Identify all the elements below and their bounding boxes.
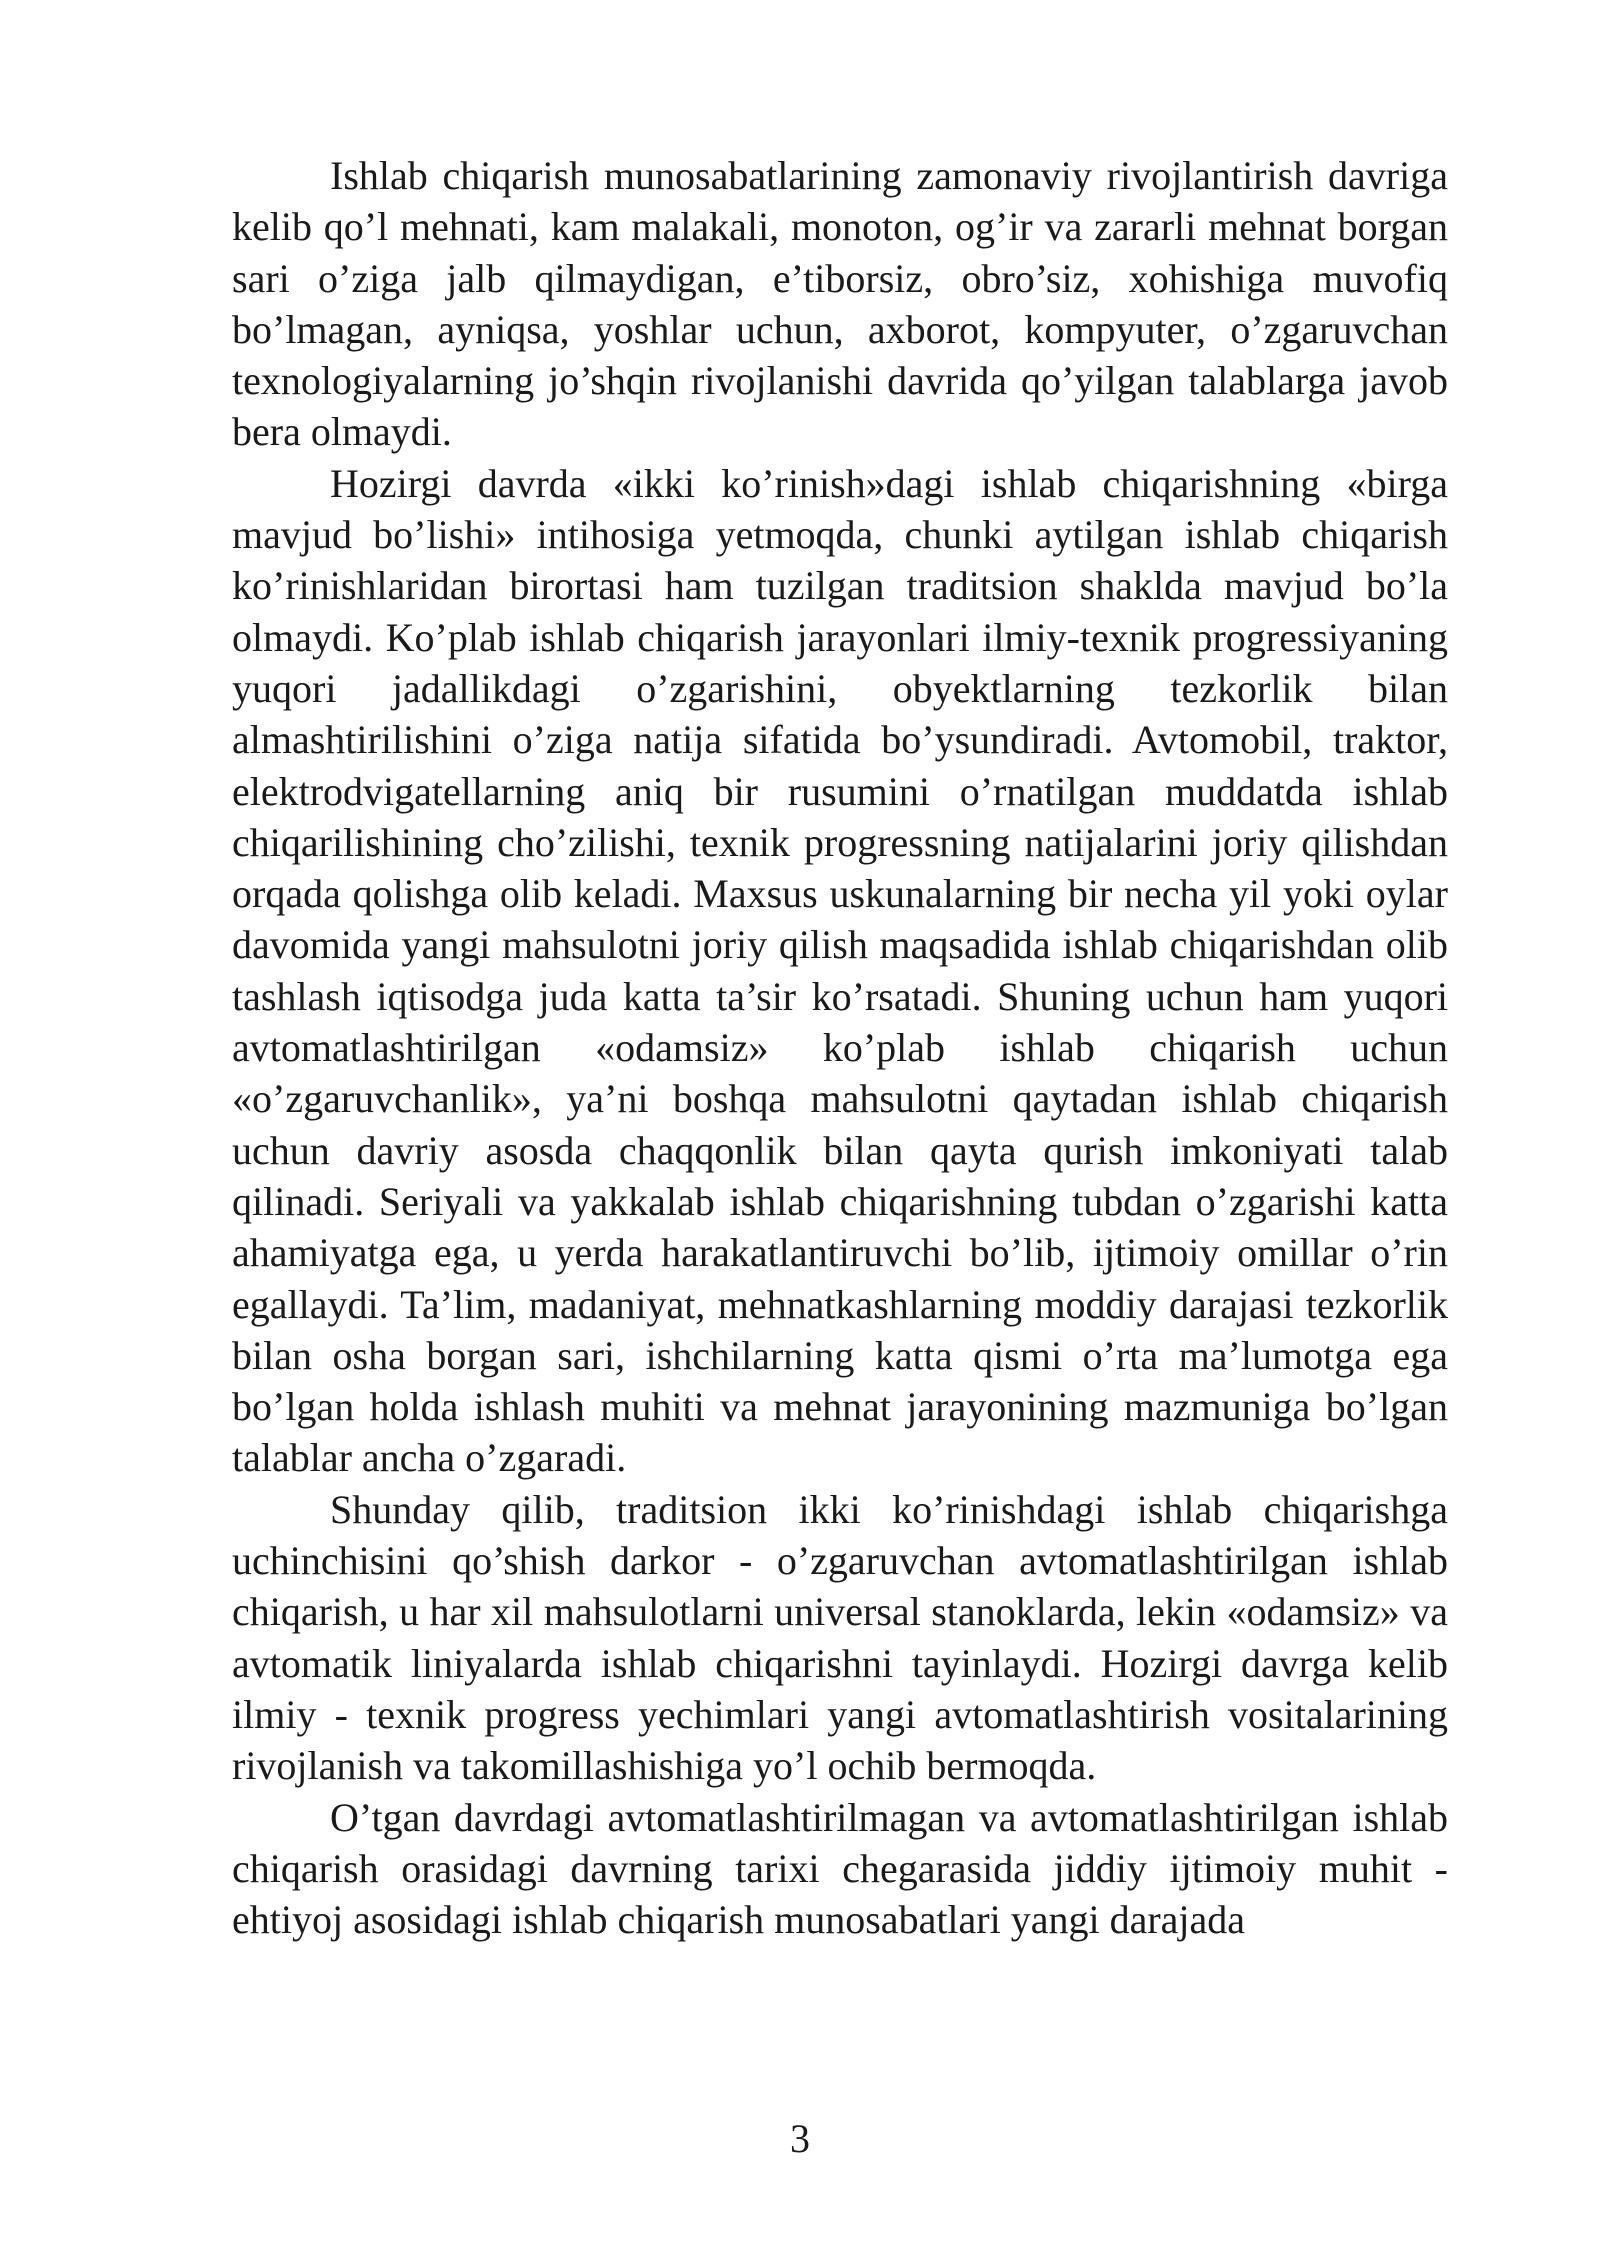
paragraph-3: Shunday qilib, traditsion ikki ko’rinishdagi ishlab chiqarishga uchinchisini qo’shish darkor - o’zgaruvchan avtomatlashtirilgan ishlab chiqarish, u har xil mahsulotlarni universal stanoklarda, lekin «odamsiz» va avtomatik liniyalarda ishlab chiqarishni tayinlaydi. Hozirgi davrga kelib ilmiy - texnik progress yechimlari yangi avtomatlashtirish vositalarining rivojlanish va takomillashishiga yo’l ochib bermoqda. <box>232 1486 1448 1789</box>
body-text <box>232 150 1448 1945</box>
page-number: 3 <box>790 2116 810 2161</box>
paragraph-4: O’tgan davrdagi avtomatlashtirilmagan va avtomatlashtirilgan ishlab chiqarish orasidagi davrning tarixi chegarasida jiddiy ijtimoiy muhit - ehtiyoj asosidagi ishlab chiqarish munosabatlari yangi darajada <box>232 1794 1448 1943</box>
paragraph-1: Ishlab chiqarish munosabatlarining zamonaviy rivojlantirish davriga kelib qo’l mehnati, kam malakali, monoton, og’ir va zararli mehnat borgan sari o’ziga jalb qilmaydigan, e’tiborsiz, obro’siz, xohishiga muvofiq bo’lmagan, ayniqsa, yoshlar uchun, axborot, kompyuter, o’zgaruvchan texnologiyalarning jo’shqin rivojlanishi davrida qo’yilgan talablarga javob bera olmaydi. <box>232 153 1448 455</box>
paragraph-2: Hozirgi davrda «ikki ko’rinish»dagi ishlab chiqarishning «birga mavjud bo’lishi» intihosiga yetmoqda, chunki aytilgan ishlab chiqarish ko’rinishlaridan birortasi ham tuzilgan traditsion shaklda mavjud bo’la olmaydi. Ko’plab ishlab chiqarish jarayonlari ilmiy-texnik progressiyaning yuqori jadallikdagi o’zgarishini, obyektlarning tezkorlik bilan almashtirilishini o’ziga natija sifatida bo’ysundiradi. Avtomobil, traktor, elektrodvigatellarning aniq bir rusumini o’rnatilgan muddatda ishlab chiqarilishining cho’zilishi, texnik progressning natijalarini joriy qilishdan orqada qolishga olib keladi. Maxsus uskunalarning bir necha yil yoki oylar davomida yangi mahsulotni joriy qilish maqsadida ishlab chiqarishdan olib tashlash iqtisodga juda katta ta’sir ko’rsatadi. Shuning uchun ham yuqori avtomatlashtirilgan «odamsiz» ko’plab ishlab chiqarish uchun «o’zgaruvchanlik», ya’ni boshqa mahsulotni qaytadan ishlab chiqarish uchun davriy asosda chaqqonlik bilan qayta qurish imkoniyati talab qilinadi. Seriyali va yakkalab ishlab chiqarishning tubdan o’zgarishi katta ahamiyatga ega, u yerda harakatlantiruvchi bo’lib, ijtimoiy omillar o’rin egallaydi. Ta’lim, madaniyat, mehnatkashlarning moddiy darajasi tezkorlik bilan osha borgan sari, ishchilarning katta qismi o’rta ma’lumotga ega bo’lgan holda ishlash muhiti va mehnat jarayonining mazmuniga bo’lgan talablar ancha o’zgaradi. <box>232 460 1448 1481</box>
